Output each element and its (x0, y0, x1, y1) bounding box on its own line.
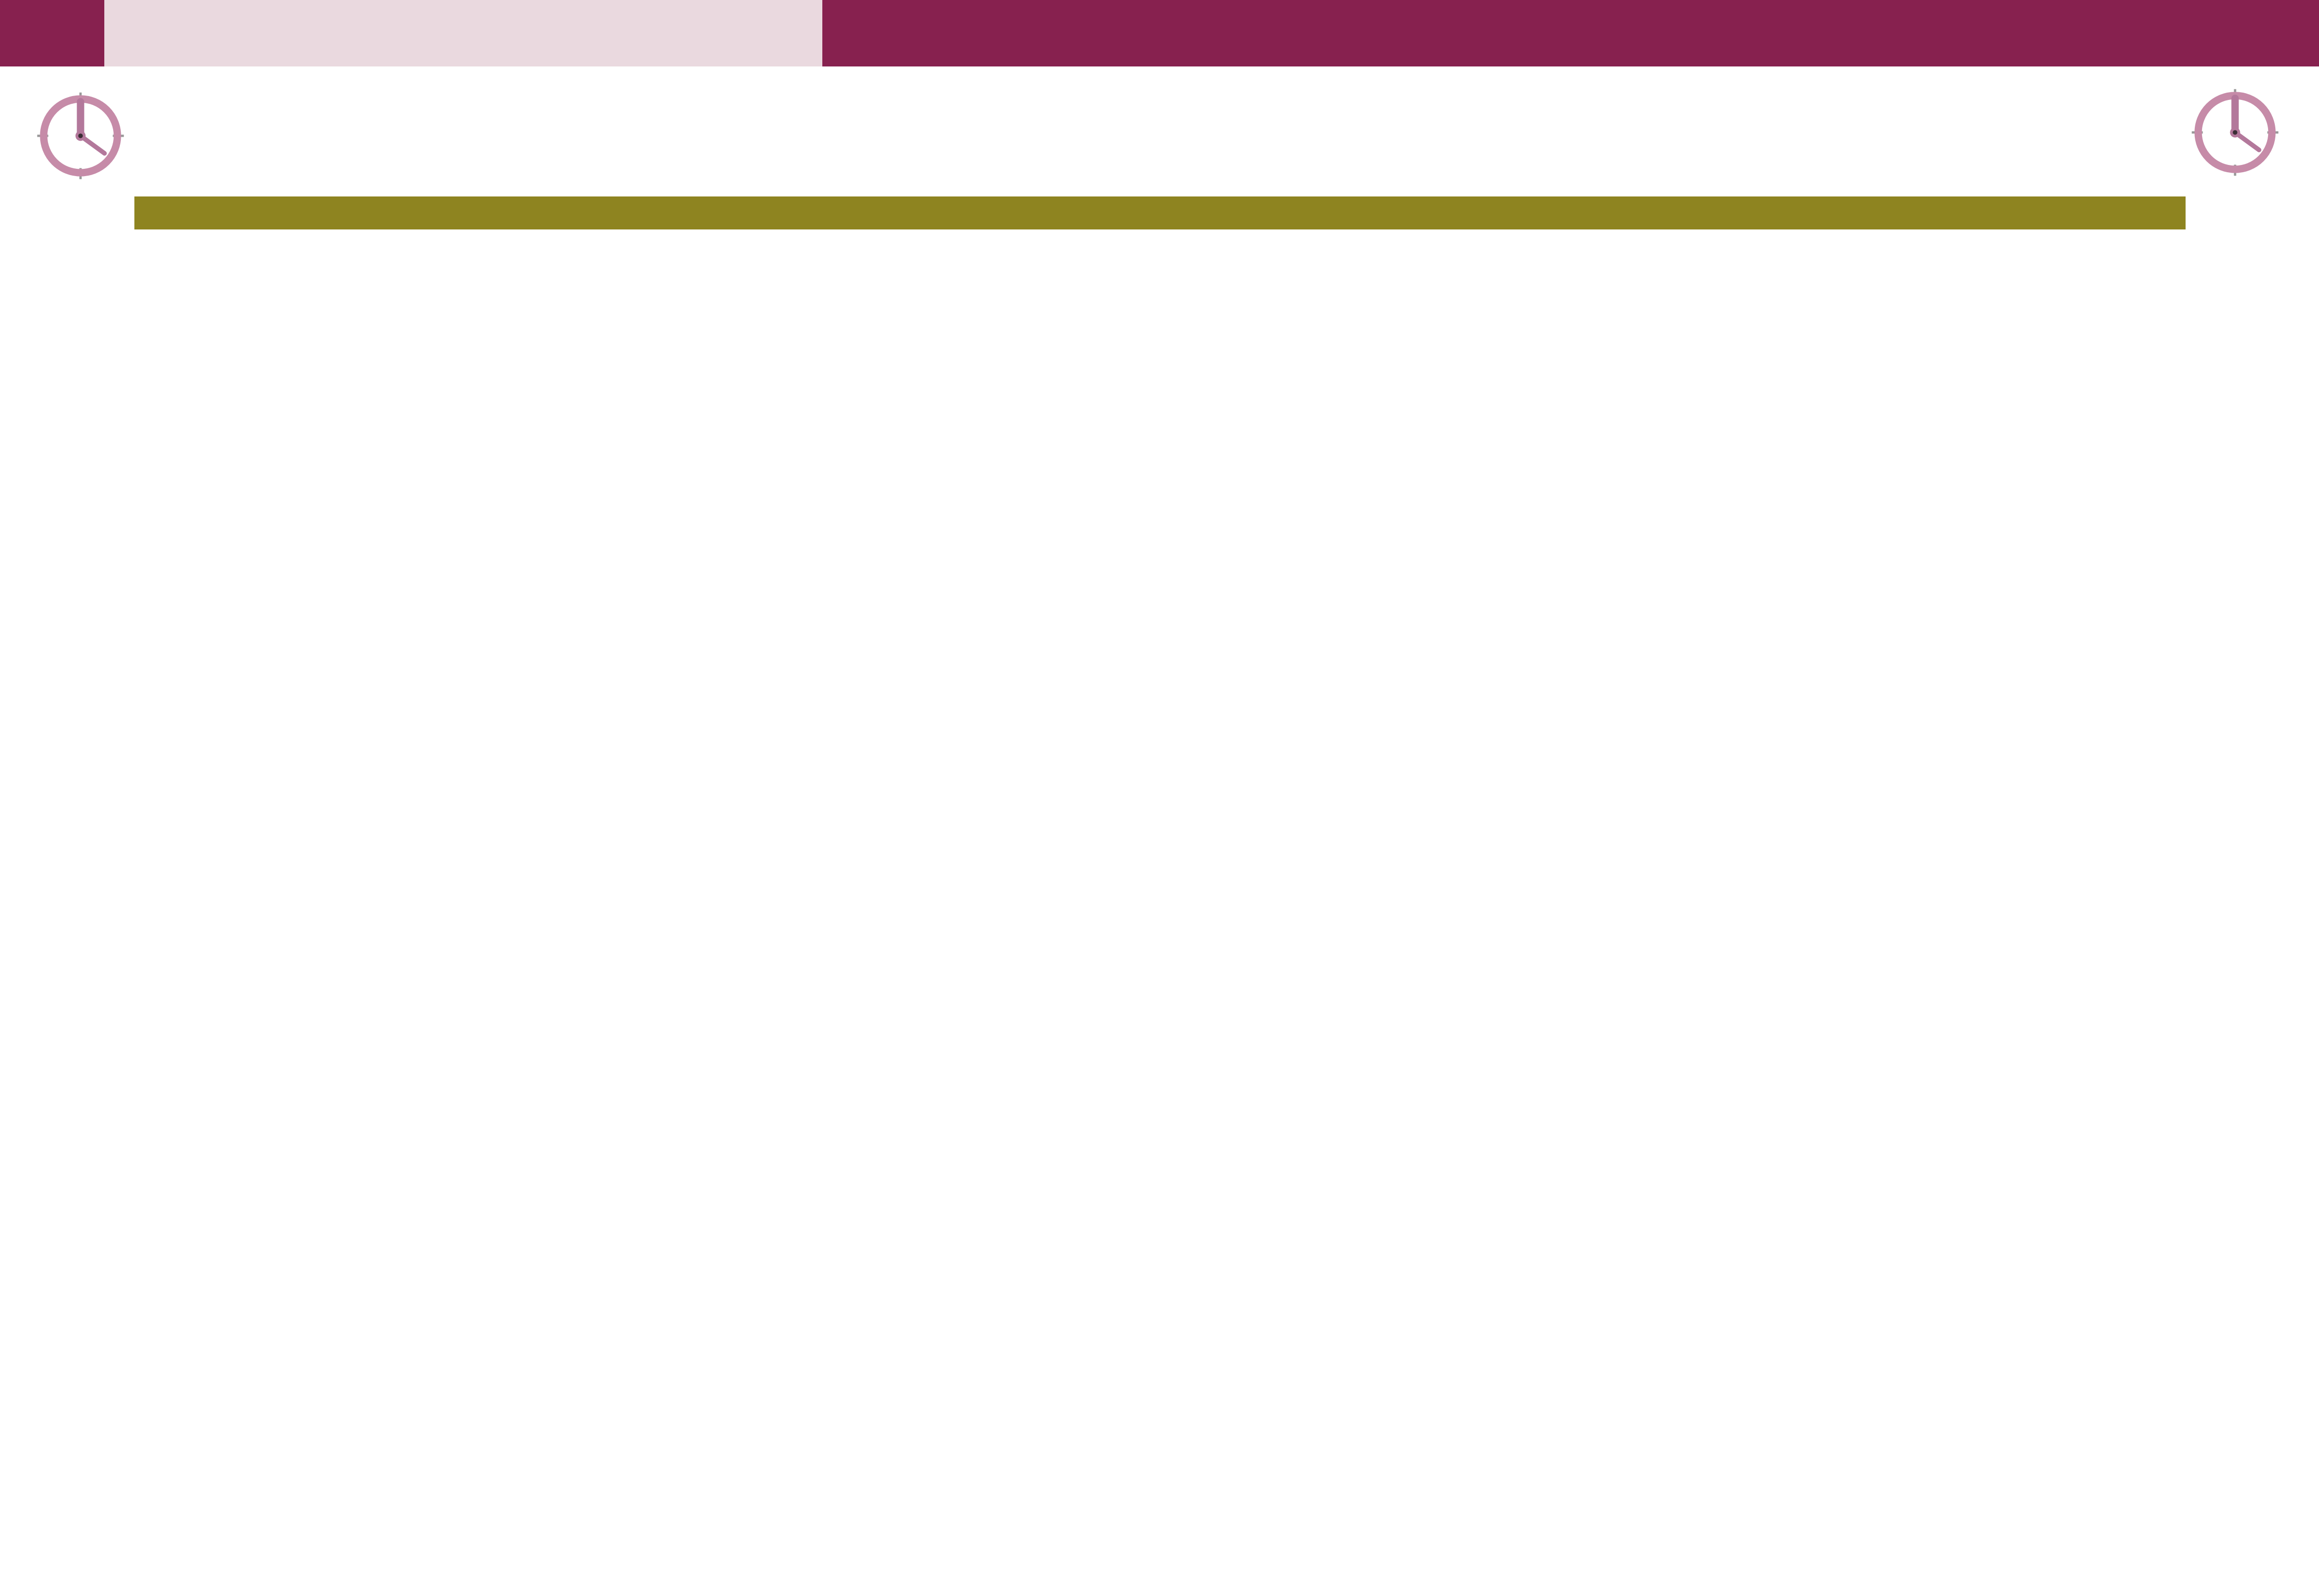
clock-icon (34, 90, 127, 182)
schedule-body (134, 229, 2186, 1558)
footer-left (112, 1566, 143, 1595)
brotherhood-headers (134, 103, 2186, 196)
cruz-palio-bar (134, 196, 2186, 229)
top-bar (0, 0, 2319, 66)
footer-right (2139, 1566, 2170, 1595)
page-title (104, 0, 822, 66)
clock-icon (2189, 86, 2281, 179)
time-column-right (2188, 229, 2308, 1558)
time-column-left (14, 229, 131, 1558)
